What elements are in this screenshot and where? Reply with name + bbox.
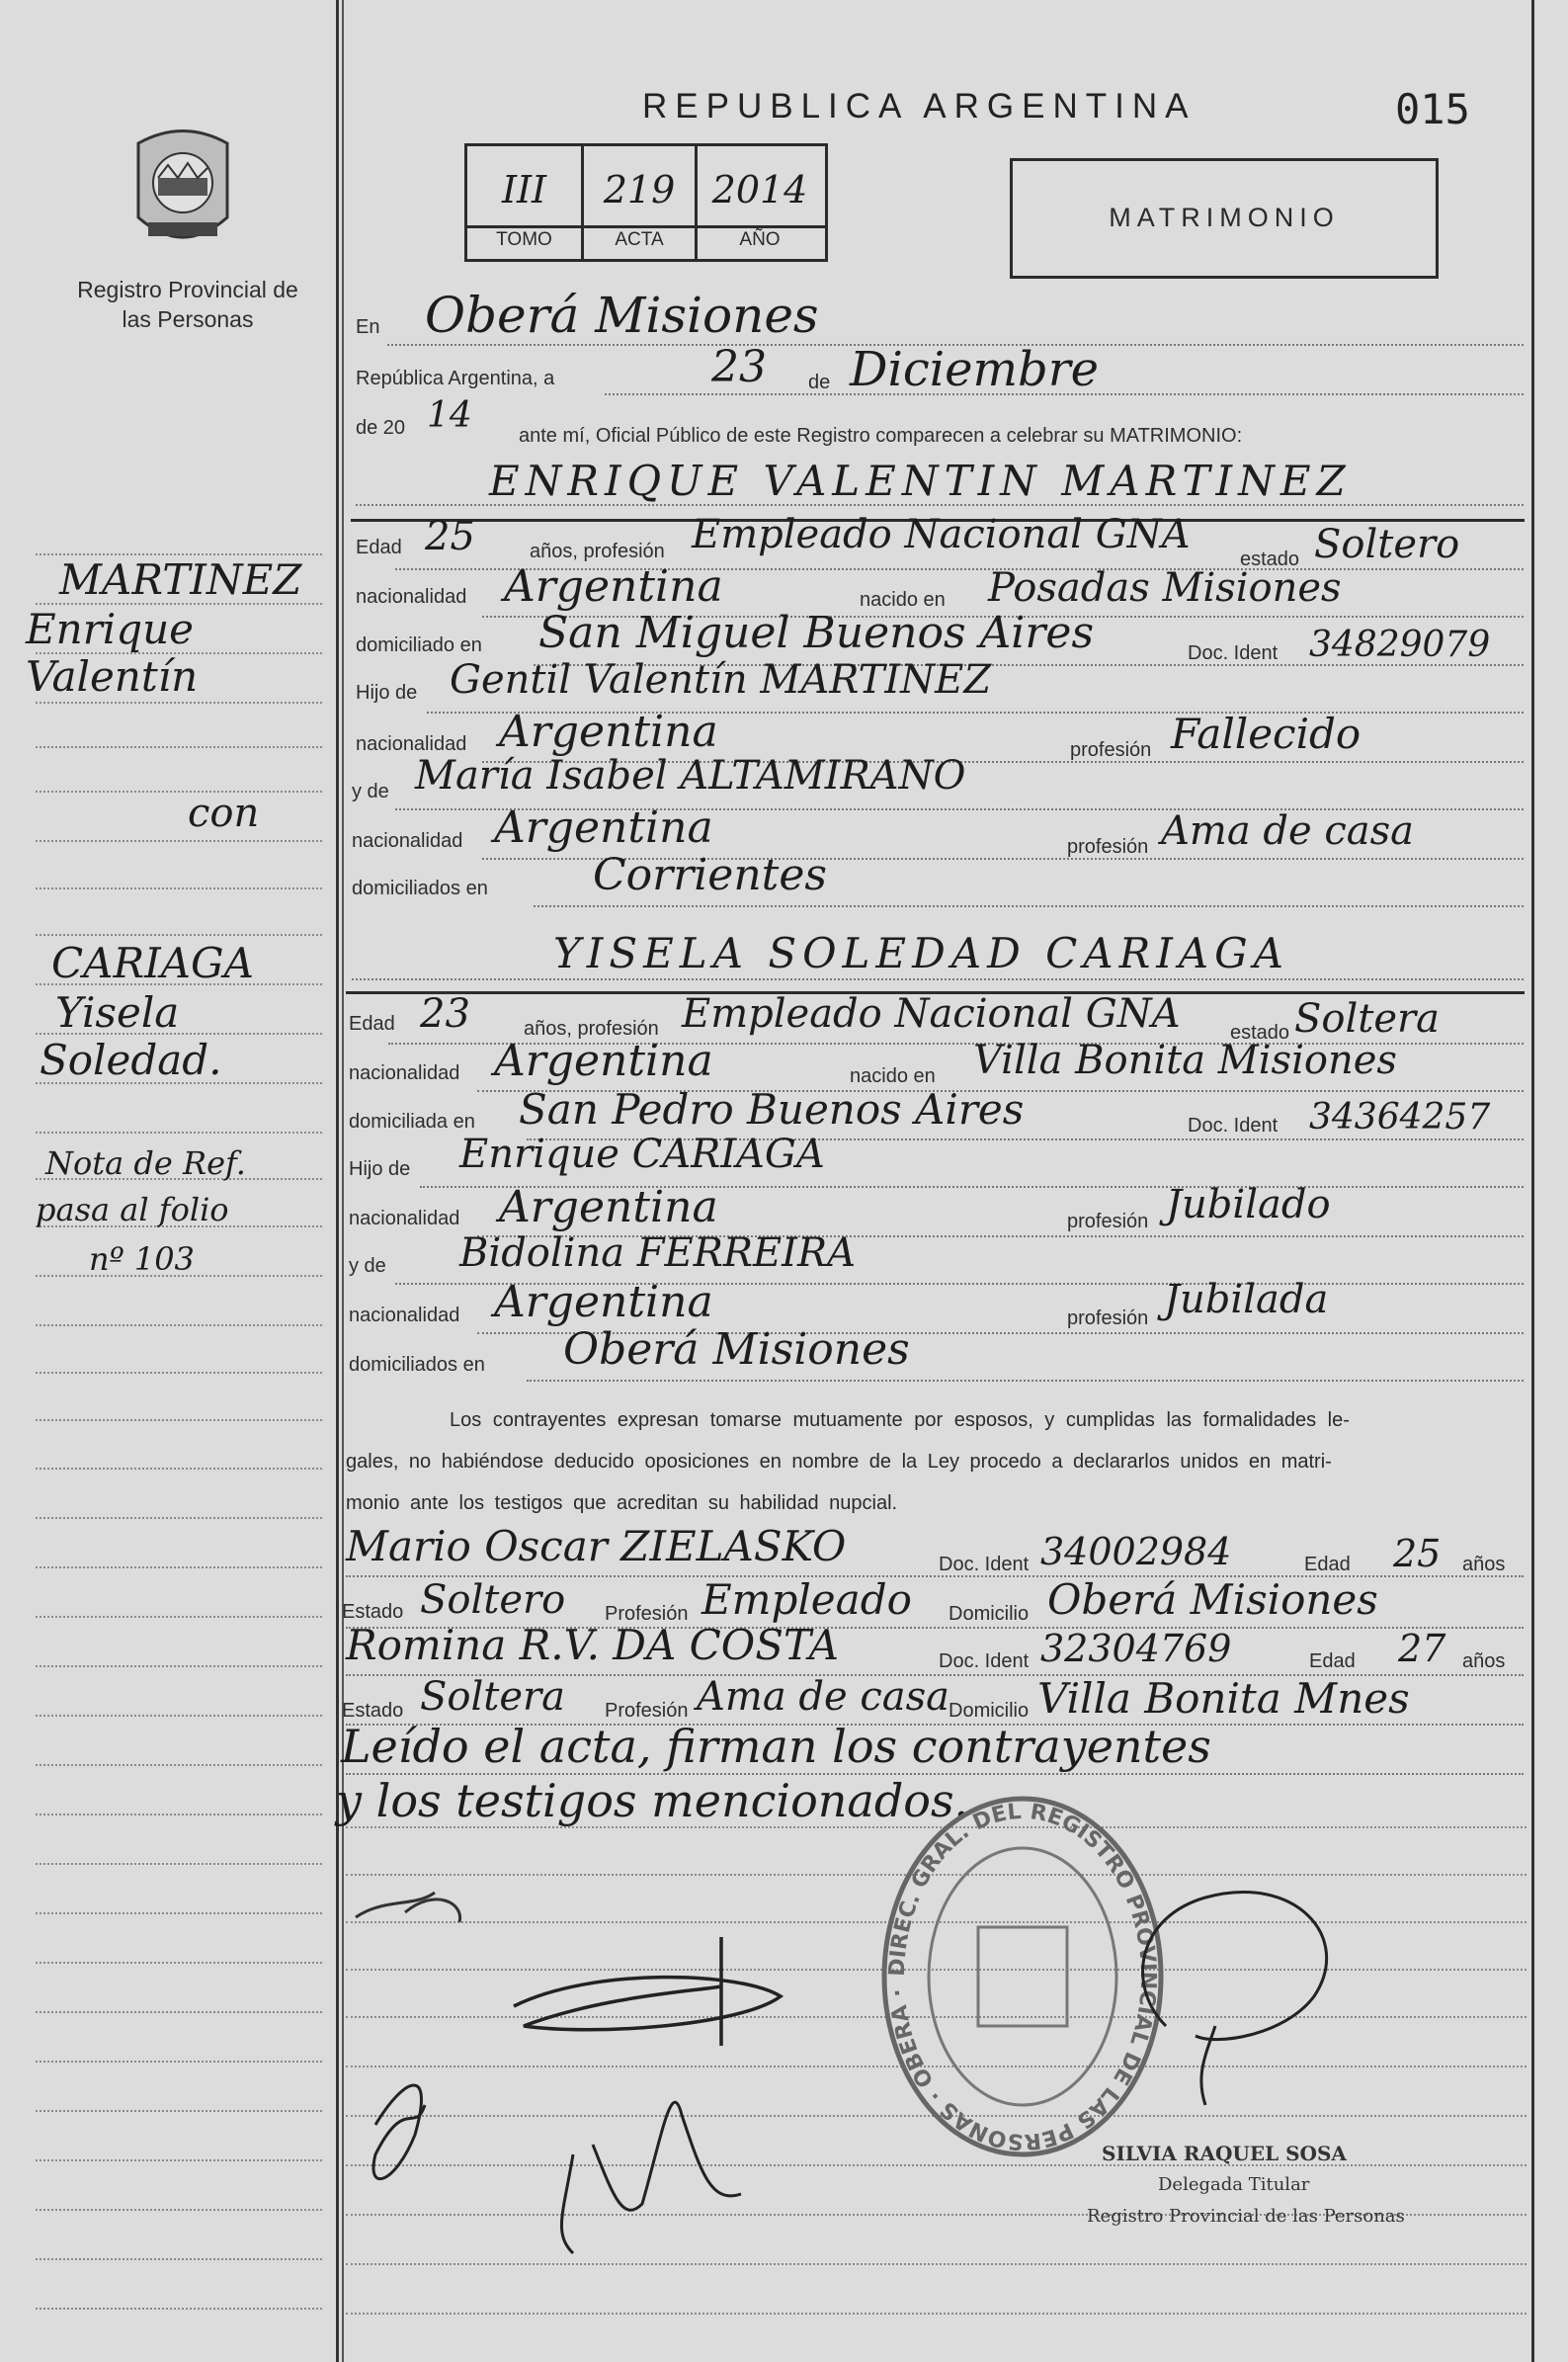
bride-madre-nac: Argentina <box>494 1277 713 1327</box>
bride-doc: 34364257 <box>1309 1097 1491 1138</box>
witness-1-doc-label: Doc. Ident <box>939 1554 1030 1575</box>
groom-full-name: ENRIQUE VALENTIN MARTINEZ <box>489 457 1352 505</box>
declaration-line-2: gales, no habiéndose deducido oposiciones en nombre de la Ley procedo a declararlos unidos en matri- <box>346 1451 1332 1473</box>
record-table <box>464 143 828 262</box>
witness-2-domicilio: Villa Bonita Mnes <box>1037 1674 1410 1723</box>
margin-note-1: Nota de Ref. <box>45 1144 246 1182</box>
groom-domicilio: San Miguel Buenos Aires <box>538 608 1095 658</box>
witness-1-profesion: Empleado <box>701 1575 912 1624</box>
declaration-line-3: monio ante los testigos que acreditan su habilidad nupcial. <box>346 1492 898 1514</box>
bride-padre: Enrique CARIAGA <box>459 1132 825 1177</box>
groom-nacido-label: nacido en <box>860 589 946 611</box>
official-name: SILVIA RAQUEL SOSA <box>1102 2142 1347 2165</box>
tomo-value: III <box>501 168 547 211</box>
registry-name: Registro Provincial de las Personas <box>77 277 298 332</box>
groom-padres-dom-label: domiciliados en <box>352 878 488 899</box>
groom-madre-prof-label: profesión <box>1067 836 1149 858</box>
groom-estado: Soltero <box>1314 522 1460 567</box>
ano-label: AÑO <box>739 229 781 250</box>
groom-domiciliado-label: domiciliado en <box>356 634 482 656</box>
bride-domiciliada-label: domiciliada en <box>349 1111 475 1133</box>
province-seal <box>128 124 237 252</box>
year-suffix: 14 <box>427 395 472 436</box>
groom-doc: 34829079 <box>1309 625 1491 665</box>
bride-padre-prof: Jubilado <box>1166 1182 1331 1227</box>
margin-bride-names-2: Soledad. <box>40 1036 222 1084</box>
stamp-text: DIREC. GRAL. DEL REGISTRO PROVINCIAL DE LAS PERSONAS · OBERÁ · <box>884 1799 1161 2154</box>
bride-madre-nac-label: nacionalidad <box>349 1305 460 1326</box>
signatures <box>346 1878 1433 2293</box>
witness-2-doc: 32304769 <box>1040 1627 1232 1670</box>
bride-padre-prof-label: profesión <box>1067 1211 1149 1232</box>
bride-full-name: YISELA SOLEDAD CARIAGA <box>553 929 1289 977</box>
witness-2-estado-label: Estado <box>342 1700 404 1722</box>
groom-profesion: Empleado Nacional GNA <box>692 512 1191 557</box>
doc-type: MATRIMONIO <box>1109 203 1340 232</box>
closing-line-1: Leído el acta, firman los contrayentes <box>341 1720 1211 1773</box>
groom-padre-prof: Fallecido <box>1171 710 1362 758</box>
witness-2-edad-label: Edad <box>1309 1650 1356 1672</box>
witness-2-profesion: Ama de casa <box>697 1674 949 1720</box>
de-label: de <box>808 372 831 393</box>
page-number: 015 <box>1395 85 1470 133</box>
country-title: REPUBLICA ARGENTINA <box>642 87 1197 126</box>
witness-1-domicilio: Oberá Misiones <box>1047 1575 1378 1624</box>
groom-edad: 25 <box>425 514 475 559</box>
bride-padre-nac: Argentina <box>499 1182 718 1232</box>
republica-label: República Argentina, a <box>356 368 555 389</box>
left-border-rule <box>336 0 339 2362</box>
official-title: Delegada Titular <box>1158 2174 1310 2195</box>
witness-2-profesion-label: Profesión <box>605 1700 689 1722</box>
doc-type-box <box>1010 158 1439 279</box>
groom-nacido: Posadas Misiones <box>988 565 1342 611</box>
groom-padre-prof-label: profesión <box>1070 739 1152 761</box>
ano-value: 2014 <box>711 168 808 211</box>
acta-label: ACTA <box>615 229 664 250</box>
margin-groom-names-1: Enrique <box>26 605 195 653</box>
margin-note-2: pasa al folio <box>36 1191 229 1228</box>
witness-1-anos-label: años <box>1462 1554 1506 1575</box>
margin-groom-names-2: Valentín <box>26 652 199 701</box>
groom-nacionalidad: Argentina <box>504 561 723 612</box>
official-office: Registro Provincial de las Personas <box>1087 2206 1405 2227</box>
groom-padre: Gentil Valentín MARTINEZ <box>450 657 992 703</box>
acta-value: 219 <box>603 168 676 211</box>
witness-1-estado: Soltero <box>420 1577 566 1623</box>
groom-padres-dom: Corrientes <box>593 850 827 900</box>
margin-bride-surname: CARIAGA <box>51 939 254 987</box>
right-border-rule <box>1531 0 1534 2362</box>
witness-1-doc: 34002984 <box>1040 1530 1232 1573</box>
witness-2-edad: 27 <box>1398 1627 1446 1670</box>
margin-note-3: nº 103 <box>89 1240 195 1278</box>
ante-text: ante mí, Oficial Público de este Registro comparecen a celebrar su MATRIMONIO: <box>519 425 1243 447</box>
bride-domicilio: San Pedro Buenos Aires <box>519 1085 1025 1134</box>
witness-1-edad: 25 <box>1393 1532 1442 1575</box>
groom-anos-profesion-label: años, profesión <box>530 541 665 562</box>
en-label: En <box>356 316 380 338</box>
groom-doc-label: Doc. Ident <box>1188 642 1279 664</box>
margin-con: con <box>188 791 260 836</box>
groom-hijo-label: Hijo de <box>356 682 418 704</box>
bride-madre-prof-label: profesión <box>1067 1308 1149 1329</box>
bride-estado-label: estado <box>1230 1022 1290 1044</box>
groom-edad-label: Edad <box>356 537 402 558</box>
left-border-rule-2 <box>342 0 344 2362</box>
bride-anos-profesion-label: años, profesión <box>524 1018 659 1040</box>
bride-doc-label: Doc. Ident <box>1188 1115 1279 1137</box>
bride-nacionalidad: Argentina <box>494 1036 713 1086</box>
day: 23 <box>711 342 767 392</box>
witness-1-name: Mario Oscar ZIELASKO <box>346 1522 847 1570</box>
bride-edad-label: Edad <box>349 1013 395 1035</box>
groom-madre-nac-label: nacionalidad <box>352 830 463 852</box>
groom-nacionalidad-label: nacionalidad <box>356 586 467 608</box>
witness-2-name: Romina R.V. DA COSTA <box>346 1621 840 1669</box>
groom-madre-nac: Argentina <box>494 802 713 853</box>
groom-padre-nac-label: nacionalidad <box>356 733 467 755</box>
witness-2-estado: Soltera <box>420 1674 565 1720</box>
bride-nacionalidad-label: nacionalidad <box>349 1062 460 1084</box>
witness-1-edad-label: Edad <box>1304 1554 1351 1575</box>
bride-madre: Bidolina FERREIRA <box>459 1230 856 1276</box>
bride-nacido-label: nacido en <box>850 1065 936 1087</box>
margin-groom-surname: MARTINEZ <box>59 555 302 604</box>
bride-nacido: Villa Bonita Misiones <box>973 1038 1397 1083</box>
bride-estado: Soltera <box>1294 996 1440 1042</box>
year-prefix: de 20 <box>356 417 406 439</box>
margin-bride-names-1: Yisela <box>55 988 180 1037</box>
tomo-label: TOMO <box>496 229 552 250</box>
place: Oberá Misiones <box>425 287 819 344</box>
month: Diciembre <box>850 342 1100 397</box>
witness-2-doc-label: Doc. Ident <box>939 1650 1030 1672</box>
witness-2-anos-label: años <box>1462 1650 1506 1672</box>
bride-profesion: Empleado Nacional GNA <box>682 991 1181 1037</box>
bride-padres-dom-label: domiciliados en <box>349 1354 485 1376</box>
groom-madre: María Isabel ALTAMIRANO <box>415 753 966 799</box>
witness-1-estado-label: Estado <box>342 1601 404 1623</box>
bride-edad: 23 <box>420 991 470 1037</box>
bride-yde-label: y de <box>349 1255 386 1277</box>
witness-1-domicilio-label: Domicilio <box>949 1603 1030 1625</box>
groom-padre-nac: Argentina <box>499 707 718 757</box>
groom-yde-label: y de <box>352 781 389 802</box>
witness-1-profesion-label: Profesión <box>605 1603 689 1625</box>
witness-2-domicilio-label: Domicilio <box>949 1700 1030 1722</box>
bride-madre-prof: Jubilada <box>1164 1277 1329 1322</box>
declaration-line-1: Los contrayentes expresan tomarse mutuamente por esposos, y cumplidas las formalidades le- <box>450 1409 1350 1431</box>
groom-estado-label: estado <box>1240 548 1300 570</box>
bride-padres-dom: Oberá Misiones <box>563 1324 910 1375</box>
closing-line-2: y los testigos mencionados. <box>336 1774 969 1827</box>
bride-padre-nac-label: nacionalidad <box>349 1208 460 1229</box>
groom-madre-prof: Ama de casa <box>1161 808 1414 854</box>
bride-hijo-label: Hijo de <box>349 1158 411 1180</box>
